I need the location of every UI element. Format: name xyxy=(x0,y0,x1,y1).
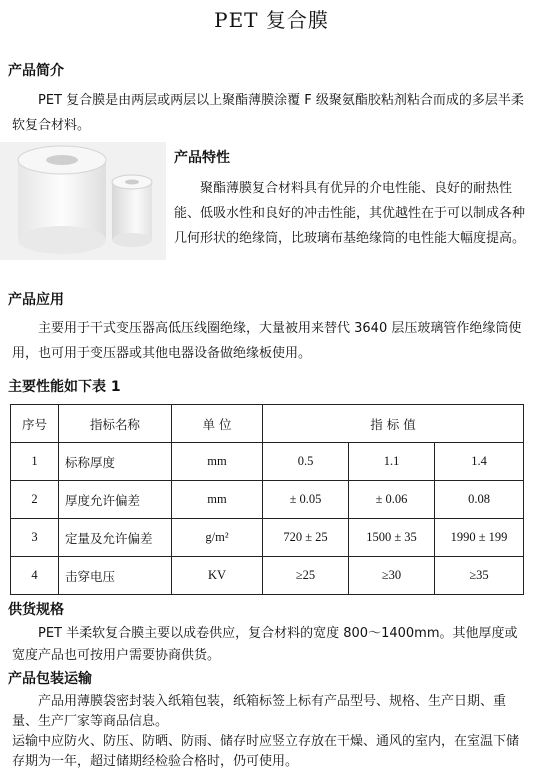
table-row xyxy=(11,519,524,557)
cell-value-1: 720 ± 25 xyxy=(263,519,349,557)
cell-value-2: 1500 ± 35 xyxy=(349,519,435,557)
cell-value-3: 1990 ± 199 xyxy=(435,519,524,557)
cell-value-1: 0.5 xyxy=(263,443,349,481)
application-text: 主要用于干式变压器高低压线圈绝缘，大量被用来替代 3640 层压玻璃管作绝缘筒使用，也可用于变压器或其他电器设备做绝缘板使用。 xyxy=(12,321,522,361)
table-heading: 主要性能如下表 1 xyxy=(8,379,121,395)
cell-value-3: 1.4 xyxy=(435,443,524,481)
cell-no: 4 xyxy=(11,557,59,595)
supply-text: PET 半柔软复合膜主要以成卷供应，复合材料的宽度 800～1400mm。其他厚度或宽度产品也可按用户需要协商供货。 xyxy=(12,626,518,663)
film-rolls-illustration xyxy=(0,142,166,260)
packaging-text-1: 产品用薄膜袋密封装入纸箱包装，纸箱标签上标有产品型号、规格、生产日期、重量、生产厂家等商品信息。 xyxy=(12,694,507,729)
cell-unit: g/m² xyxy=(172,519,263,557)
features-heading: 产品特性 xyxy=(174,150,230,166)
application-heading: 产品应用 xyxy=(8,292,64,308)
cell-item: 击穿电压 xyxy=(59,557,172,595)
header-no: 序号 xyxy=(11,405,59,443)
product-image xyxy=(0,142,166,260)
cell-unit: mm xyxy=(172,443,263,481)
cell-item: 厚度允许偏差 xyxy=(59,481,172,519)
header-value: 指 标 值 xyxy=(263,405,524,443)
supply-heading: 供货规格 xyxy=(8,602,64,618)
table-row xyxy=(11,443,524,481)
cell-item: 标称厚度 xyxy=(59,443,172,481)
features-text: 聚酯薄膜复合材料具有优异的介电性能、良好的耐热性能、低吸水性和良好的冲击性能，其优越性在于可以制成各种几何形状的绝缘筒，比玻璃布基绝缘筒的电性能大幅度提高。 xyxy=(174,181,526,246)
header-item: 指标名称 xyxy=(59,405,172,443)
table-row xyxy=(11,557,524,595)
cell-no: 1 xyxy=(11,443,59,481)
cell-value-3: ≥35 xyxy=(435,557,524,595)
cell-item: 定量及允许偏差 xyxy=(59,519,172,557)
cell-value-3: 0.08 xyxy=(435,481,524,519)
cell-no: 3 xyxy=(11,519,59,557)
cell-unit: mm xyxy=(172,481,263,519)
page-title: PET 复合膜 xyxy=(214,8,329,32)
table-row xyxy=(11,481,524,519)
header-unit: 单 位 xyxy=(172,405,263,443)
intro-text: PET 复合膜是由两层或两层以上聚酯薄膜涂覆 F 级聚氨酯胶粘剂粘合而成的多层半柔软复合材料。 xyxy=(12,93,524,133)
packaging-text-2: 运输中应防火、防压、防晒、防雨、储存时应竖立存放在干燥、通风的室内，在室温下储存期为一年，超过储期经检验合格时，仍可使用。 xyxy=(12,734,520,769)
cell-value-2: ± 0.06 xyxy=(349,481,435,519)
cell-value-1: ≥25 xyxy=(263,557,349,595)
table-header-row xyxy=(11,405,524,443)
packaging-heading: 产品包装运输 xyxy=(8,671,92,687)
cell-value-1: ± 0.05 xyxy=(263,481,349,519)
cell-no: 2 xyxy=(11,481,59,519)
cell-unit: KV xyxy=(172,557,263,595)
intro-heading: 产品简介 xyxy=(8,63,64,79)
spec-table xyxy=(10,404,524,595)
cell-value-2: 1.1 xyxy=(349,443,435,481)
cell-value-2: ≥30 xyxy=(349,557,435,595)
